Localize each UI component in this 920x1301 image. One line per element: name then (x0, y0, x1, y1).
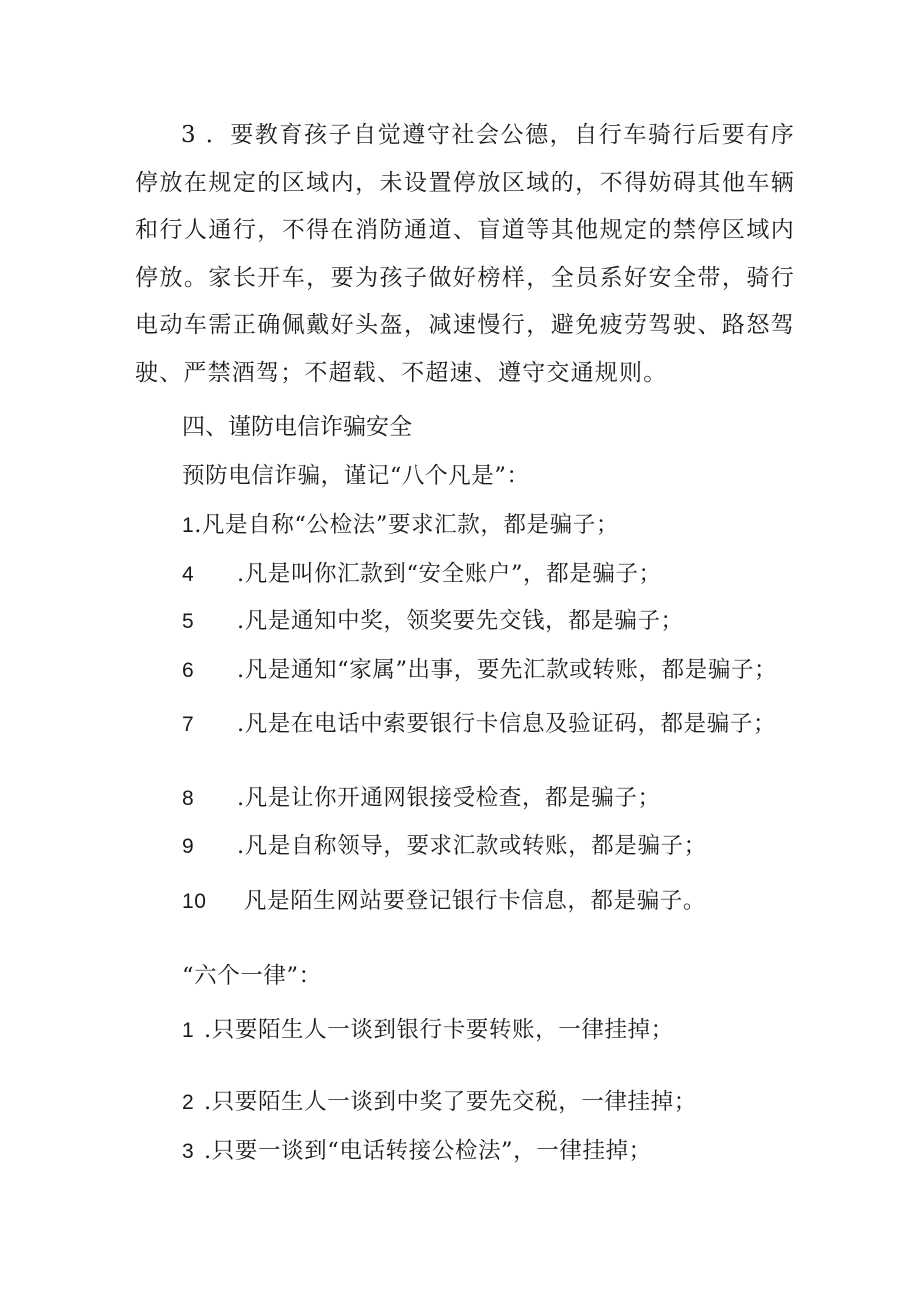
eight-rule-5 (182, 603, 684, 635)
list-number: 1 (182, 1019, 195, 1042)
list-number: 2 (182, 1091, 195, 1114)
eight-rule-6 (182, 652, 777, 684)
eight-rule-8 (182, 780, 661, 812)
eight-rule-4 (182, 556, 662, 588)
list-text: .凡是叫你汇款到“安全账户”，都是骗子； (237, 561, 662, 587)
list-number: 10 (182, 890, 207, 913)
list-text: .凡是自称“公检法”要求汇款，都是骗子； (194, 512, 619, 538)
paragraph-item-3: 3 ．要教育孩子自觉遵守社会公德，自行车骑行后要有序停放在规定的区域内，未设置停放区域的，不得妨碍其他车辆和行人通行，不得在消防通道、盲道等其他规定的禁停区域内停放。家长开车，要为孩子做好榜样，全员系好安全带，骑行电动车需正确佩戴好头盔，减速慢行，避免疲劳驾驶、路怒驾驶、严禁酒驾；不超载、不超速、遵守交通规则。 (135, 122, 795, 386)
list-number: 3 (182, 1140, 195, 1163)
list-number: 5 (182, 610, 195, 633)
list-text: 凡是陌生网站要登记银行卡信息，都是骗子。 (244, 888, 707, 914)
eight-rules-intro: 预防电信诈骗，谨记“八个凡是”： (182, 463, 530, 489)
list-number: 4 (182, 563, 195, 586)
list-number: 6 (182, 659, 195, 682)
section-heading: 四、谨防电信诈骗安全 (182, 414, 412, 440)
eight-rule-7 (182, 706, 776, 738)
list-text: .凡是自称领导，要求汇款或转账，都是骗子； (237, 833, 707, 859)
list-text: .凡是通知中奖，领奖要先交钱，都是骗子； (237, 608, 684, 634)
six-rules-intro: “六个一律”： (182, 963, 322, 989)
list-number: 1 (182, 514, 195, 537)
eight-rule-10 (182, 883, 706, 915)
list-number: 7 (182, 713, 195, 736)
list-text: .只要一谈到“电话转接公检法”，一律挂掉； (204, 1138, 652, 1164)
six-rule-1 (182, 1012, 674, 1044)
list-text: .凡是在电话中索要银行卡信息及验证码，都是骗子； (237, 711, 777, 737)
eight-rule-1 (182, 507, 619, 539)
six-rule-2 (182, 1084, 697, 1116)
eight-rule-9 (182, 828, 707, 860)
list-text: .凡是让你开通网银接受检查，都是骗子； (237, 785, 661, 811)
list-number: 8 (182, 787, 195, 810)
six-rule-3 (182, 1133, 652, 1165)
list-text: .凡是通知“家属”出事，要先汇款或转账，都是骗子； (237, 657, 778, 683)
list-number: 9 (182, 835, 195, 858)
list-text: .只要陌生人一谈到中奖了要先交税，一律挂掉； (204, 1089, 697, 1115)
list-text: .只要陌生人一谈到银行卡要转账，一律挂掉； (204, 1017, 674, 1043)
